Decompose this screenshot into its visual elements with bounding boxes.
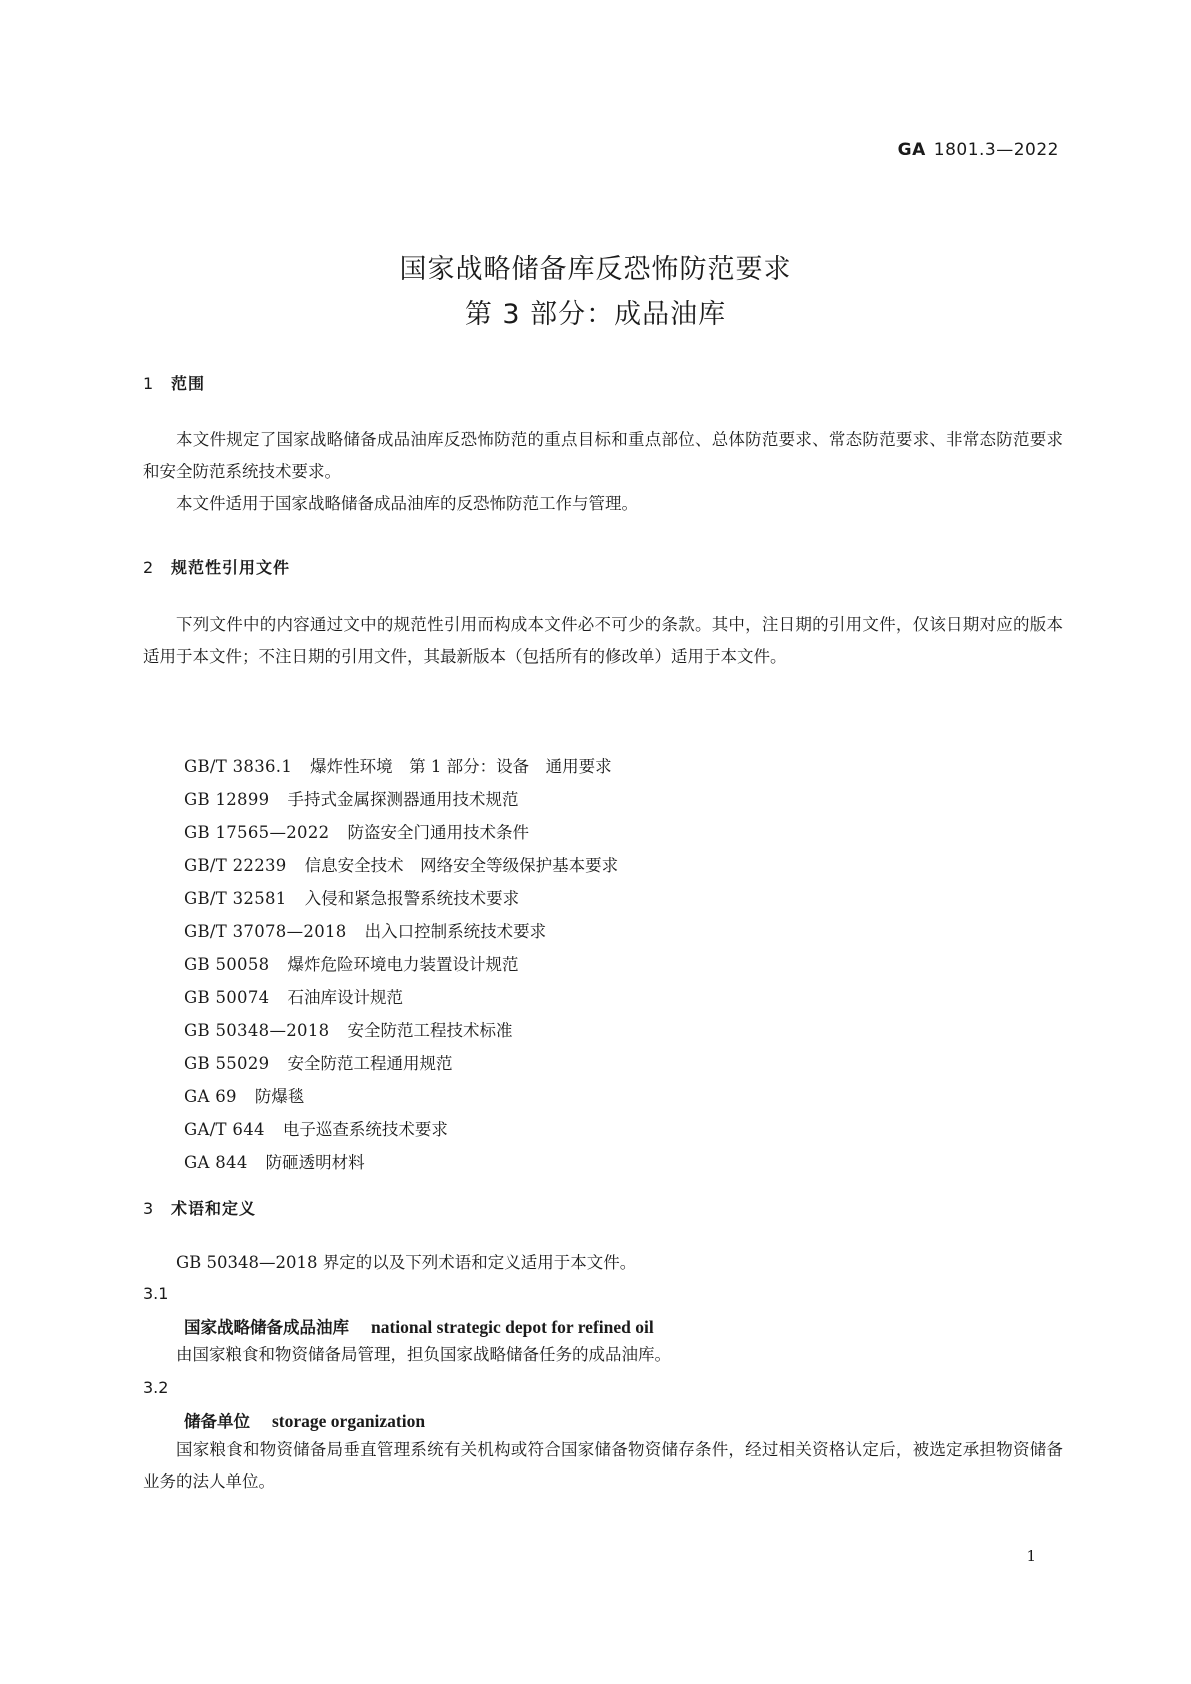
reference-code: GB/T 37078—2018 [184, 922, 347, 941]
reference-code: GB 50074 [184, 988, 270, 1007]
term-definition: 由国家粮食和物资储备局管理，担负国家战略储备任务的成品油库。 [176, 1345, 671, 1364]
term-english: national strategic depot for refined oil [371, 1317, 654, 1337]
section-number: 2 [143, 558, 155, 577]
reference-item [184, 882, 618, 915]
reference-code: GA/T 644 [184, 1120, 265, 1139]
reference-title: 电子巡查系统技术要求 [282, 1120, 448, 1139]
reference-code: GB 17565—2022 [184, 823, 330, 842]
paragraph: GB 50348—2018 界定的以及下列术语和定义适用于本文件。 [176, 1253, 637, 1272]
reference-code: GB 50348—2018 [184, 1021, 330, 1040]
reference-title: 出入口控制系统技术要求 [364, 922, 547, 941]
paragraph: 下列文件中的内容通过文中的规范性引用而构成本文件必不可少的条款。其中，注日期的引用文件，仅该日期对应的版本适用于本文件；不注日期的引用文件，其最新版本（包括所有的修改单）适用于本文件。 [143, 615, 1063, 666]
section-heading-normative [143, 555, 290, 578]
term-definition: 国家粮食和物资储备局垂直管理系统有关机构或符合国家储备物资储存条件，经过相关资格认定后，被选定承担物资储备业务的法人单位。 [143, 1440, 1063, 1491]
document-title: 国家战略储备库反恐怖防范要求 [399, 254, 792, 285]
reference-item [184, 783, 618, 816]
page-number: 1 [1026, 1547, 1036, 1565]
term-chinese: 储备单位 [184, 1412, 250, 1431]
term-chinese: 国家战略储备成品油库 [184, 1318, 349, 1337]
reference-item [184, 1146, 618, 1179]
reference-code: GB/T 22239 [184, 856, 287, 875]
reference-list [184, 750, 618, 1179]
term-entry [184, 1314, 654, 1338]
reference-code: GB 55029 [184, 1054, 270, 1073]
reference-title: 安全防范工程通用规范 [287, 1054, 453, 1073]
reference-code: GA 844 [184, 1153, 248, 1172]
clause-number: 3.1 [143, 1284, 169, 1303]
section-title: 规范性引用文件 [171, 558, 291, 577]
reference-title: 手持式金属探测器通用技术规范 [287, 790, 519, 809]
reference-title: 爆炸危险环境电力装置设计规范 [287, 955, 519, 974]
reference-code: GB/T 32581 [184, 889, 287, 908]
section-title: 术语和定义 [171, 1199, 257, 1218]
document-code-number: 1801.3—2022 [933, 140, 1059, 160]
paragraph: 本文件规定了国家战略储备成品油库反恐怖防范的重点目标和重点部位、总体防范要求、常态防范要求、非常态防范要求和安全防范系统技术要求。 [143, 430, 1063, 481]
reference-item [184, 816, 618, 849]
reference-item [184, 1014, 618, 1047]
reference-title: 安全防范工程技术标准 [347, 1021, 513, 1040]
reference-title: 信息安全技术 网络安全等级保护基本要求 [304, 856, 619, 875]
reference-item [184, 1080, 618, 1113]
reference-item [184, 750, 618, 783]
reference-code: GB 12899 [184, 790, 270, 809]
clause-number: 3.2 [143, 1378, 169, 1397]
reference-title: 防盗安全门通用技术条件 [347, 823, 529, 842]
document-code [898, 140, 1059, 160]
section-heading-terms [143, 1196, 256, 1219]
reference-code: GB 50058 [184, 955, 270, 974]
reference-title: 石油库设计规范 [287, 988, 403, 1007]
reference-code: GA 69 [184, 1087, 237, 1106]
document-code-org: GA [897, 140, 926, 160]
reference-item [184, 948, 618, 981]
reference-item [184, 915, 618, 948]
reference-item [184, 1113, 618, 1146]
reference-title: 防爆毯 [254, 1087, 305, 1106]
term-english: storage organization [272, 1411, 426, 1431]
reference-code: GB/T 3836.1 [184, 757, 293, 776]
reference-item [184, 1047, 618, 1080]
reference-title: 爆炸性环境 第 1 部分：设备 通用要求 [310, 757, 612, 776]
section-number: 1 [143, 374, 155, 393]
reference-item [184, 849, 618, 882]
term-entry [184, 1408, 425, 1432]
reference-title: 防砸透明材料 [265, 1153, 365, 1172]
reference-item [184, 981, 618, 1014]
section-number: 3 [143, 1199, 155, 1218]
document-subtitle: 第 3 部分：成品油库 [464, 299, 727, 330]
section-title: 范围 [171, 374, 206, 393]
section-heading-scope [143, 371, 205, 394]
paragraph: 本文件适用于国家战略储备成品油库的反恐怖防范工作与管理。 [176, 494, 638, 513]
reference-title: 入侵和紧急报警系统技术要求 [304, 889, 520, 908]
